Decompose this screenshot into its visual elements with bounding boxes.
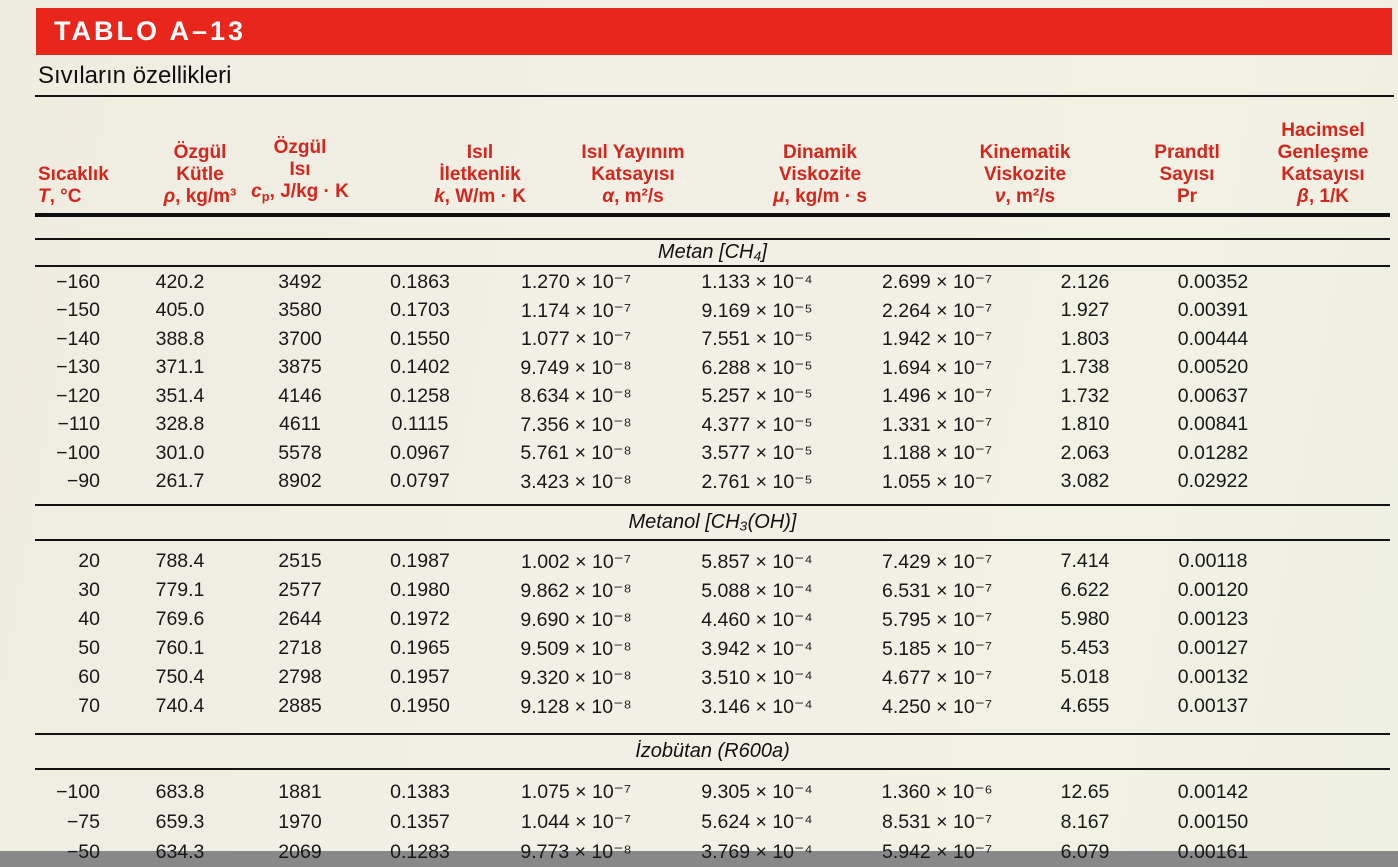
table-cell: 2718 — [278, 637, 322, 659]
table-cell: −100 — [56, 441, 100, 464]
table-cell: 0.1863 — [390, 270, 450, 293]
table-cell: 0.1550 — [390, 327, 450, 350]
section-rows — [35, 267, 1390, 496]
table-cell: 1.270 × 10⁻⁷ — [520, 271, 632, 294]
table-cell: 0.1402 — [390, 356, 450, 379]
table-cell: 779.1 — [155, 579, 205, 601]
table-cell: 2798 — [278, 666, 322, 688]
table-cell: 40 — [78, 608, 100, 630]
table-row — [35, 325, 1390, 354]
table-cell: 9.169 × 10⁻⁵ — [701, 299, 813, 322]
table-cell: 0.00137 — [1177, 695, 1249, 717]
section-title: İzobütan (R600a) — [635, 740, 790, 762]
column-header-line: Genleşme — [1277, 142, 1369, 163]
table-cell: 2.126 — [1060, 270, 1110, 293]
table-cell: 9.128 × 10⁻⁸ — [520, 695, 632, 718]
table-cell: 0.00150 — [1177, 810, 1249, 833]
column-header-line: Kinematik — [979, 142, 1071, 163]
column-header-line: Sayısı — [1159, 164, 1215, 185]
table-row — [35, 468, 1390, 497]
table-row — [35, 634, 1390, 663]
column-header — [940, 142, 1110, 208]
column-header-unit: μ, kg/m · s — [773, 186, 867, 207]
properties-table — [35, 100, 1390, 867]
table-cell: 20 — [78, 550, 100, 572]
table-cell: 9.305 × 10⁻⁴ — [701, 781, 813, 803]
table-cell: 0.1115 — [391, 413, 449, 436]
table-row — [35, 837, 1390, 867]
table-row — [35, 411, 1390, 440]
table-cell: 3.577 × 10⁻⁵ — [701, 442, 813, 465]
table-cell: 4.377 × 10⁻⁵ — [701, 413, 813, 436]
table-cell: 0.00132 — [1177, 666, 1249, 688]
table-cell: 1.694 × 10⁻⁷ — [881, 356, 993, 379]
table-row — [35, 439, 1390, 468]
table-cell: 351.4 — [155, 384, 205, 407]
table-cell: 4.677 × 10⁻⁷ — [881, 666, 993, 689]
table-cell: 1.942 × 10⁻⁷ — [881, 328, 993, 351]
table-cell: 0.00520 — [1177, 356, 1249, 379]
table-cell: 3.942 × 10⁻⁴ — [701, 637, 813, 660]
table-cell: 2069 — [278, 840, 322, 863]
table-cell: 3.423 × 10⁻⁸ — [520, 470, 632, 493]
table-cell: 3580 — [278, 299, 322, 322]
table-cell: 2.063 — [1060, 441, 1110, 464]
table-cell: 5.761 × 10⁻⁸ — [520, 442, 632, 465]
table-cell: 5.453 — [1060, 637, 1110, 659]
table-cell: 1.810 — [1060, 413, 1110, 436]
table-cell: 9.749 × 10⁻⁸ — [520, 356, 632, 379]
column-header-line: Dinamik — [783, 142, 857, 163]
section-title-band — [35, 733, 1390, 770]
column-header-line: Isı — [289, 159, 311, 180]
table-row — [35, 297, 1390, 326]
table-cell: 1.174 × 10⁻⁷ — [520, 299, 632, 322]
table-row — [35, 777, 1390, 807]
column-header-line: Hacimsel — [1281, 120, 1365, 141]
table-cell: 5.980 — [1060, 608, 1110, 630]
table-cell: 261.7 — [155, 470, 205, 493]
table-cell: 388.8 — [155, 327, 205, 350]
column-header-unit: ν, m²/s — [994, 186, 1056, 207]
column-header-line: İletkenlik — [439, 164, 521, 185]
section-title: Metanol [CH₃(OH)] — [628, 511, 797, 533]
column-header — [1258, 120, 1388, 208]
column-header-unit: ρ, kg/m³ — [163, 186, 237, 207]
table-cell: 0.00118 — [1178, 550, 1248, 572]
table-cell: 3700 — [278, 327, 322, 350]
table-id-label: TABLO A–13 — [54, 16, 247, 46]
table-cell: 6.531 × 10⁻⁷ — [881, 579, 993, 602]
table-cell: 1.133 × 10⁻⁴ — [701, 271, 813, 294]
table-cell: 2.264 × 10⁻⁷ — [881, 299, 993, 322]
table-row — [35, 354, 1390, 383]
column-header-line: Kütle — [176, 164, 224, 185]
table-cell: 659.3 — [155, 810, 205, 833]
table-subtitle: Sıvıların özellikleri — [38, 62, 232, 89]
table-section — [35, 238, 1390, 496]
table-cell: 328.8 — [155, 413, 205, 436]
table-cell: 1.927 — [1060, 299, 1110, 322]
table-cell: −160 — [56, 270, 100, 293]
table-cell: 7.551 × 10⁻⁵ — [701, 328, 813, 351]
table-cell: 4611 — [279, 413, 321, 436]
table-cell: 8902 — [278, 470, 322, 493]
table-cell: 1970 — [278, 810, 322, 833]
table-cell: 3.510 × 10⁻⁴ — [701, 666, 813, 689]
table-cell: 0.00120 — [1177, 579, 1249, 601]
table-cell: 2.699 × 10⁻⁷ — [881, 271, 993, 294]
table-cell: 3875 — [278, 356, 322, 379]
table-cell: 5578 — [278, 441, 322, 464]
table-cell: 1.075 × 10⁻⁷ — [520, 781, 632, 803]
column-header — [547, 142, 719, 208]
table-cell: 6.079 — [1060, 840, 1110, 863]
table-cell: 0.1283 — [390, 840, 450, 863]
table-row — [35, 382, 1390, 411]
column-header-line: Özgül — [273, 137, 327, 158]
table-cell: 0.1957 — [390, 666, 450, 688]
table-row — [35, 576, 1390, 605]
table-cell: 5.185 × 10⁻⁷ — [881, 637, 993, 660]
table-cell: 740.4 — [155, 695, 205, 717]
table-cell: −75 — [66, 810, 100, 833]
column-header — [725, 142, 915, 208]
column-header — [1124, 142, 1250, 208]
table-cell: 1.732 — [1060, 384, 1110, 407]
table-cell: 30 — [78, 579, 100, 601]
subtitle-rule — [35, 95, 1394, 97]
table-cell: 1.002 × 10⁻⁷ — [520, 550, 632, 573]
table-cell: 8.531 × 10⁻⁷ — [881, 811, 993, 833]
table-cell: 3.082 — [1060, 470, 1110, 493]
table-cell: 1.055 × 10⁻⁷ — [881, 470, 993, 493]
column-header-unit: Pr — [1176, 186, 1198, 207]
table-cell: 0.00127 — [1177, 637, 1249, 659]
table-cell: 7.429 × 10⁻⁷ — [881, 550, 993, 573]
table-cell: 2644 — [278, 608, 322, 630]
column-header-line: Sıcaklık — [38, 164, 109, 185]
table-cell: 0.1965 — [390, 637, 450, 659]
table-cell: 0.1950 — [390, 695, 450, 717]
table-cell: 0.1987 — [390, 550, 450, 572]
table-cell: 750.4 — [155, 666, 205, 688]
table-cell: 4.250 × 10⁻⁷ — [881, 695, 993, 718]
table-cell: 50 — [78, 637, 100, 659]
table-cell: 1.803 — [1060, 327, 1110, 350]
table-cell: 0.1972 — [390, 608, 450, 630]
table-cell: 5.257 × 10⁻⁵ — [701, 385, 813, 408]
table-cell: 405.0 — [155, 299, 205, 322]
table-cell: 4146 — [278, 384, 322, 407]
section-title-band — [35, 238, 1390, 267]
table-cell: 2577 — [278, 579, 322, 601]
column-header — [35, 164, 110, 208]
column-header-unit: α, m²/s — [602, 186, 664, 207]
header-rule — [35, 213, 1390, 217]
column-header-line: Isıl Yayınım — [581, 142, 685, 163]
table-row — [35, 663, 1390, 692]
table-cell: 12.65 — [1060, 780, 1110, 803]
table-cell: 1.496 × 10⁻⁷ — [881, 385, 993, 408]
column-header-line: Katsayısı — [1281, 164, 1365, 185]
column-header-line: Prandtl — [1154, 142, 1220, 163]
column-header-line: Viskozite — [778, 164, 862, 185]
table-cell: 683.8 — [155, 780, 205, 803]
table-cell: 9.773 × 10⁻⁸ — [520, 841, 632, 863]
table-cell: 0.1357 — [390, 810, 450, 833]
column-header-unit: T, °C — [38, 186, 82, 207]
table-row — [35, 692, 1390, 721]
table-cell: 0.1980 — [390, 579, 450, 601]
column-header-line: Isıl — [466, 142, 494, 163]
table-cell: 1.331 × 10⁻⁷ — [881, 413, 993, 436]
table-cell: 5.857 × 10⁻⁴ — [701, 550, 813, 573]
section-rows — [35, 770, 1390, 867]
table-cell: 2885 — [278, 695, 322, 717]
table-cell: 0.00352 — [1177, 270, 1249, 293]
table-cell: 769.6 — [155, 608, 205, 630]
column-header-unit: β, 1/K — [1297, 186, 1349, 207]
table-cell: 0.1258 — [390, 384, 450, 407]
table-body — [35, 238, 1390, 867]
table-cell: 3492 — [278, 270, 322, 293]
column-header-line: Viskozite — [983, 164, 1067, 185]
section-title: Metan [CH₄] — [657, 241, 768, 263]
table-cell: 420.2 — [155, 270, 205, 293]
table-cell: 3.769 × 10⁻⁴ — [701, 841, 813, 863]
table-section — [35, 504, 1390, 721]
table-cell: 5.088 × 10⁻⁴ — [701, 579, 813, 602]
column-header — [410, 142, 550, 208]
table-row — [35, 807, 1390, 837]
column-header-unit: k, W/m · K — [434, 186, 526, 207]
section-title-band — [35, 504, 1390, 541]
table-cell: 3.146 × 10⁻⁴ — [701, 695, 813, 718]
table-cell: 0.01282 — [1177, 441, 1249, 464]
column-header-row — [35, 100, 1390, 213]
table-cell: 4.655 — [1060, 695, 1110, 717]
table-cell: 9.509 × 10⁻⁸ — [520, 637, 632, 660]
table-cell: −90 — [66, 470, 100, 493]
table-cell: 0.00391 — [1177, 299, 1249, 322]
table-cell: 1.077 × 10⁻⁷ — [520, 328, 632, 351]
column-header — [130, 142, 270, 208]
table-row — [35, 605, 1390, 634]
table-cell: −120 — [56, 384, 100, 407]
table-cell: −50 — [66, 840, 100, 863]
table-row — [35, 547, 1390, 576]
table-cell: 5.942 × 10⁻⁷ — [881, 841, 993, 863]
table-cell: 1.188 × 10⁻⁷ — [881, 442, 993, 465]
table-cell: 301.0 — [155, 441, 205, 464]
table-cell: 70 — [78, 695, 100, 717]
table-cell: 0.02922 — [1177, 470, 1249, 493]
table-cell: 0.00142 — [1177, 780, 1249, 803]
table-cell: −110 — [57, 413, 100, 436]
table-cell: 1881 — [278, 780, 322, 803]
table-cell: 5.795 × 10⁻⁷ — [881, 608, 993, 631]
table-cell: 0.00161 — [1177, 840, 1249, 863]
table-cell: 4.460 × 10⁻⁴ — [701, 608, 813, 631]
column-header-unit: $c_p$, J/kg · K — [251, 181, 349, 204]
table-cell: 0.00841 — [1177, 413, 1249, 436]
table-cell: −150 — [56, 299, 100, 322]
table-cell: 6.288 × 10⁻⁵ — [701, 356, 813, 379]
table-cell: 6.622 — [1060, 579, 1110, 601]
table-cell: 788.4 — [155, 550, 205, 572]
table-cell: 0.1383 — [390, 780, 450, 803]
section-rows — [35, 541, 1390, 721]
table-cell: 9.862 × 10⁻⁸ — [520, 579, 632, 602]
table-cell: 1.738 — [1060, 356, 1110, 379]
table-cell: 7.414 — [1060, 550, 1110, 572]
table-cell: 0.1703 — [390, 299, 450, 322]
table-cell: −100 — [56, 780, 100, 803]
table-cell: 0.0797 — [390, 470, 450, 493]
table-cell: 1.360 × 10⁻⁶ — [881, 781, 993, 803]
table-cell: 7.356 × 10⁻⁸ — [520, 413, 632, 436]
table-cell: 2.761 × 10⁻⁵ — [701, 470, 813, 493]
table-banner — [36, 8, 1392, 55]
table-cell: 60 — [78, 666, 100, 688]
column-header-line: Katsayısı — [591, 164, 675, 185]
table-cell: 760.1 — [155, 637, 205, 659]
table-cell: −130 — [56, 356, 100, 379]
table-cell: 9.320 × 10⁻⁸ — [520, 666, 632, 689]
table-cell: 2515 — [278, 550, 322, 572]
table-cell: 1.044 × 10⁻⁷ — [520, 811, 632, 833]
table-cell: 5.624 × 10⁻⁴ — [701, 811, 813, 833]
table-cell: 9.690 × 10⁻⁸ — [520, 608, 632, 631]
table-cell: 8.167 — [1060, 810, 1110, 833]
column-header-line: Özgül — [173, 142, 227, 163]
table-section — [35, 733, 1390, 867]
table-cell: 371.1 — [155, 356, 205, 379]
table-cell: 0.00444 — [1177, 327, 1249, 350]
table-row — [35, 268, 1390, 297]
table-cell: 0.00637 — [1177, 384, 1249, 407]
table-cell: 5.018 — [1060, 666, 1110, 688]
table-cell: −140 — [56, 327, 100, 350]
table-cell: 0.00123 — [1177, 608, 1249, 630]
table-cell: 0.0967 — [390, 441, 450, 464]
table-cell: 8.634 × 10⁻⁸ — [520, 385, 632, 408]
table-cell: 634.3 — [155, 840, 205, 863]
